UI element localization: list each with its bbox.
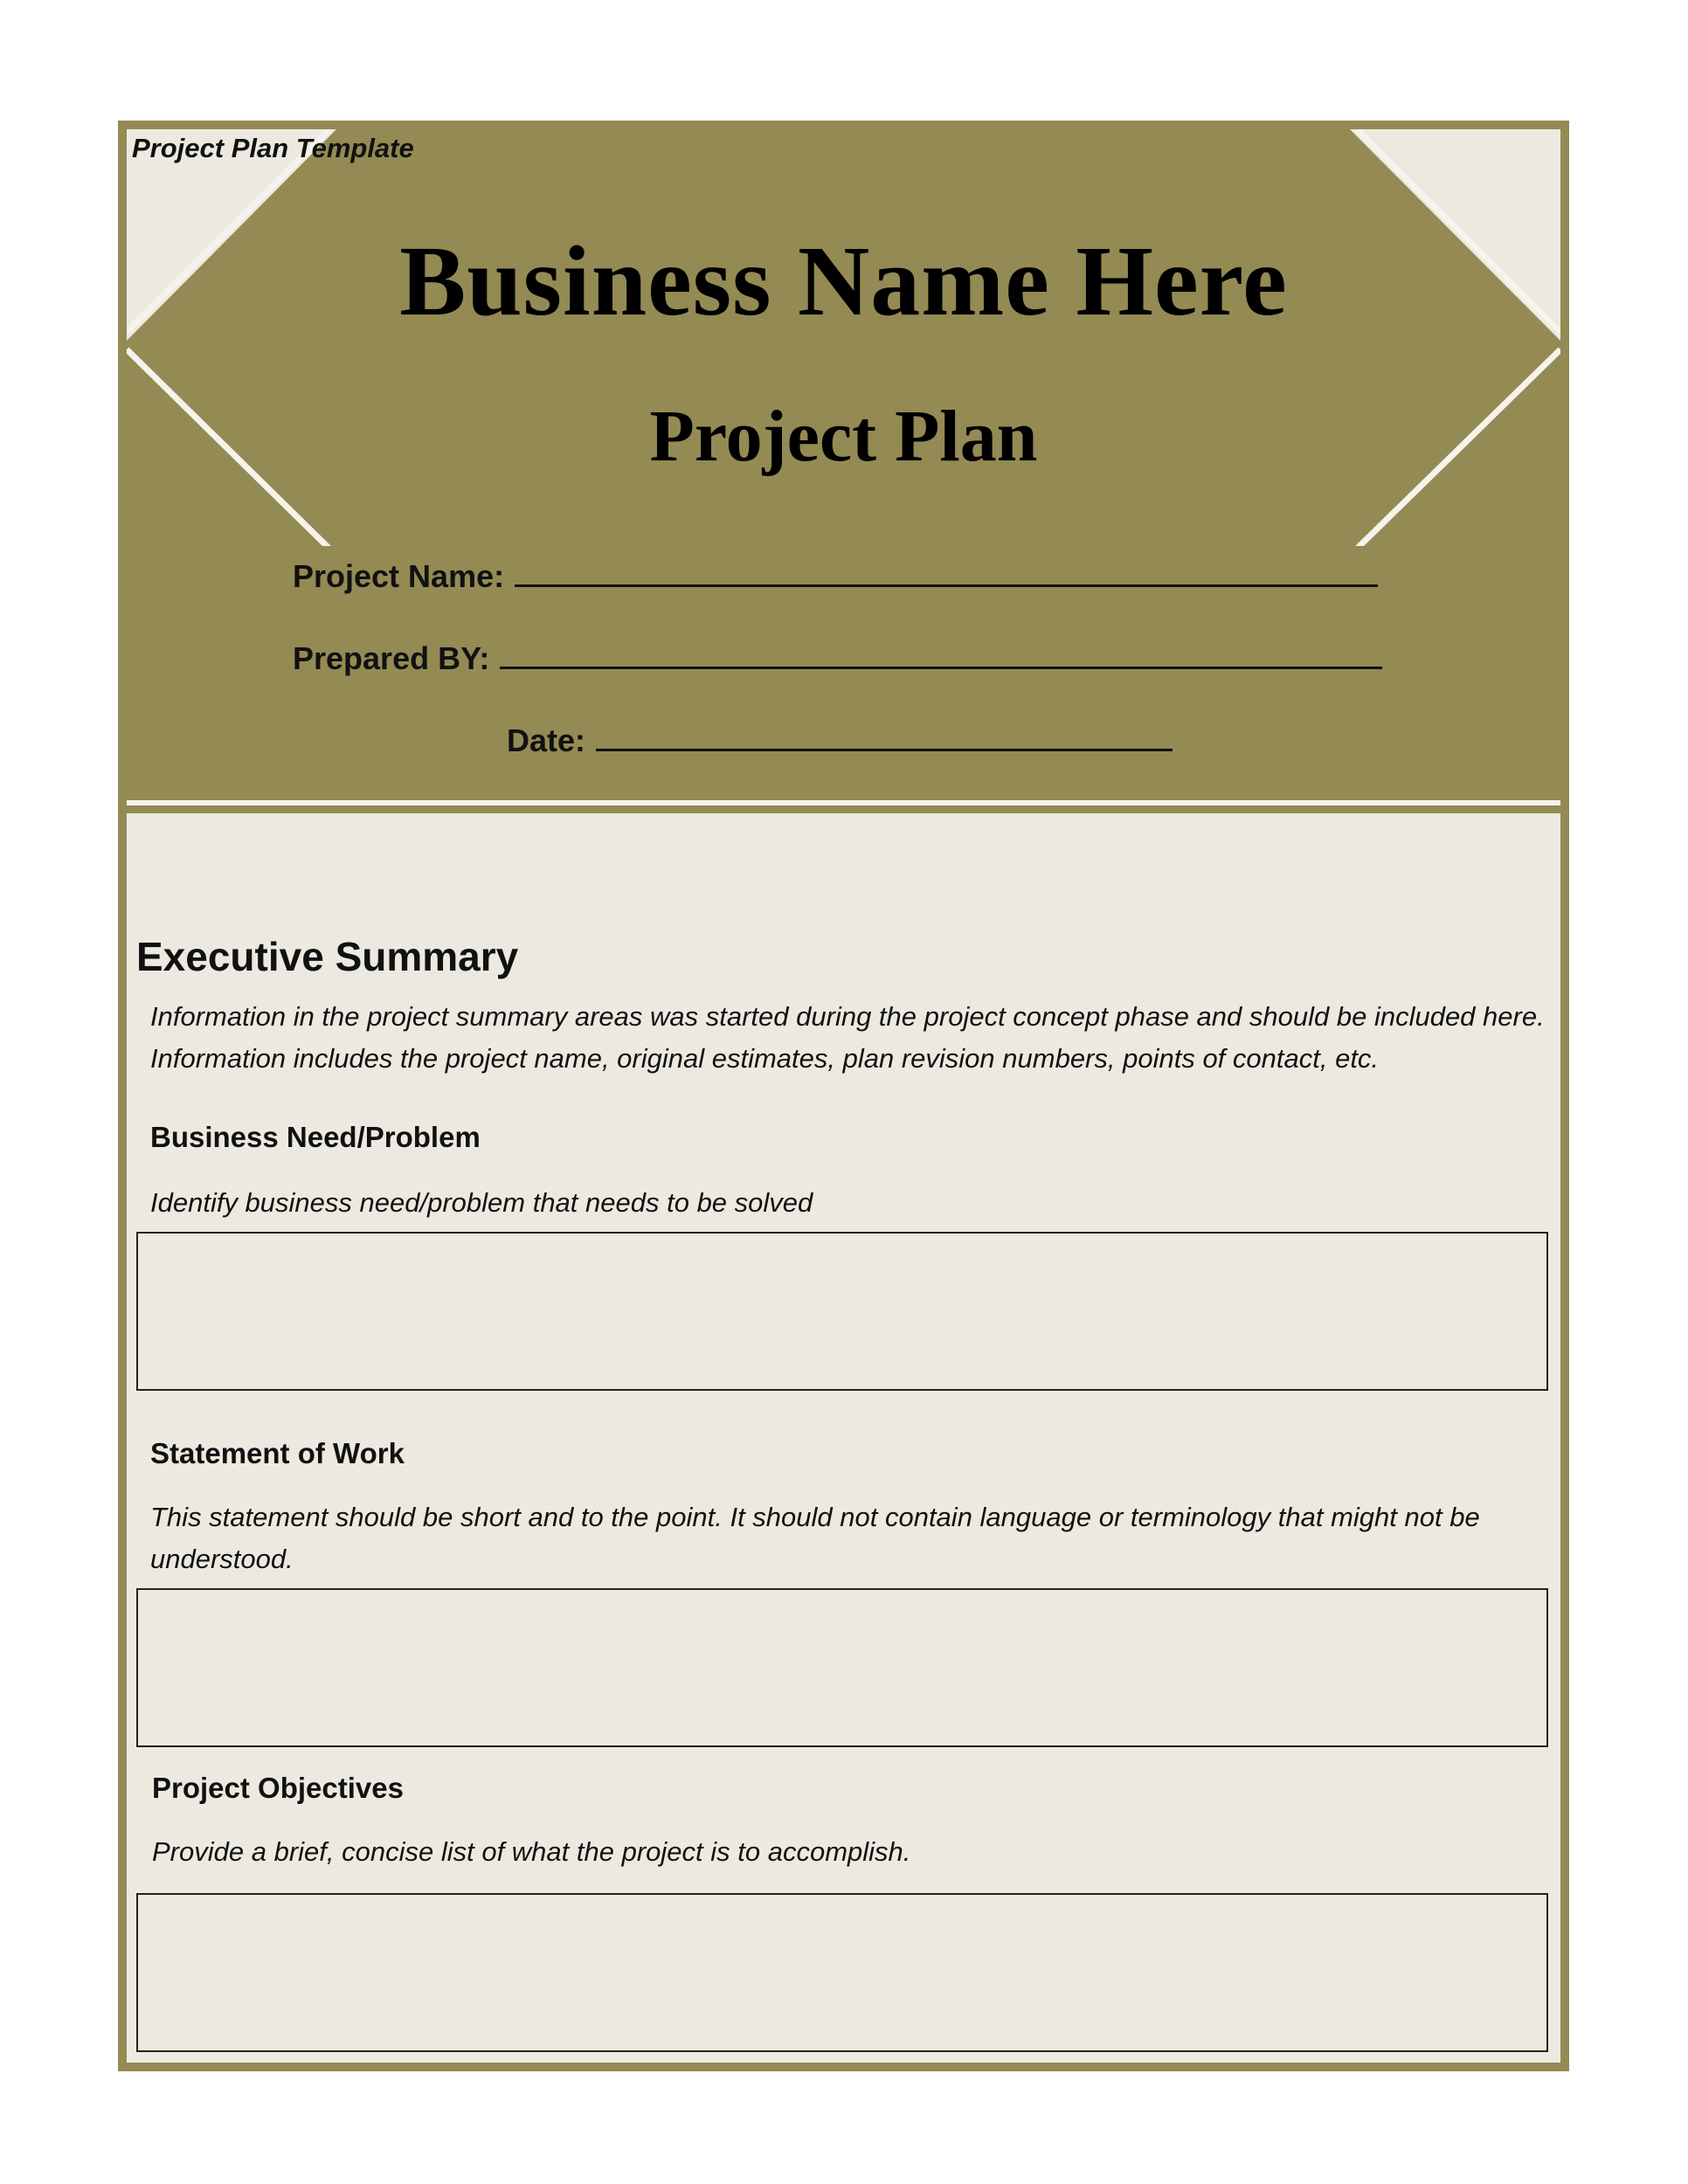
project-objectives-input-box[interactable] <box>136 1893 1548 2052</box>
business-need-description: Identify business need/problem that needs to be solved <box>150 1187 813 1218</box>
date-row <box>507 721 1173 759</box>
project-name-label: Project Name: <box>293 558 505 594</box>
banner-hexagon <box>127 129 1560 549</box>
business-need-heading: Business Need/Problem <box>150 1121 481 1153</box>
executive-summary-text: Information in the project summary areas was started during the project concept phase and should be included here. Information includes the project name, original estimates, plan revision numbers, points of contact, etc. <box>150 1001 1545 1074</box>
divider-olive <box>127 805 1560 813</box>
statement-of-work-description: This statement should be short and to the point. It should not contain language or terminology that might not be understood. <box>150 1502 1480 1574</box>
project-info-band <box>127 546 1560 806</box>
project-name-field[interactable] <box>515 556 1378 587</box>
project-objectives-heading: Project Objectives <box>152 1772 404 1804</box>
page-title: Project Plan <box>649 396 1038 477</box>
page-frame <box>118 121 1569 2071</box>
prepared-by-label: Prepared BY: <box>293 640 490 676</box>
prepared-by-field[interactable] <box>500 639 1382 669</box>
business-need-input-box[interactable] <box>136 1232 1548 1391</box>
banner-graphic <box>127 129 1560 549</box>
date-field[interactable] <box>596 721 1173 751</box>
statement-of-work-heading: Statement of Work <box>150 1437 405 1469</box>
template-label: Project Plan Template <box>132 133 414 163</box>
executive-summary-heading: Executive Summary <box>136 934 519 979</box>
project-objectives-description: Provide a brief, concise list of what the project is to accomplish. <box>152 1836 911 1867</box>
date-label: Date: <box>507 722 586 758</box>
business-name: Business Name Here <box>399 225 1288 336</box>
prepared-by-row <box>293 639 1382 677</box>
project-name-row <box>293 556 1378 595</box>
statement-of-work-input-box[interactable] <box>136 1588 1548 1747</box>
